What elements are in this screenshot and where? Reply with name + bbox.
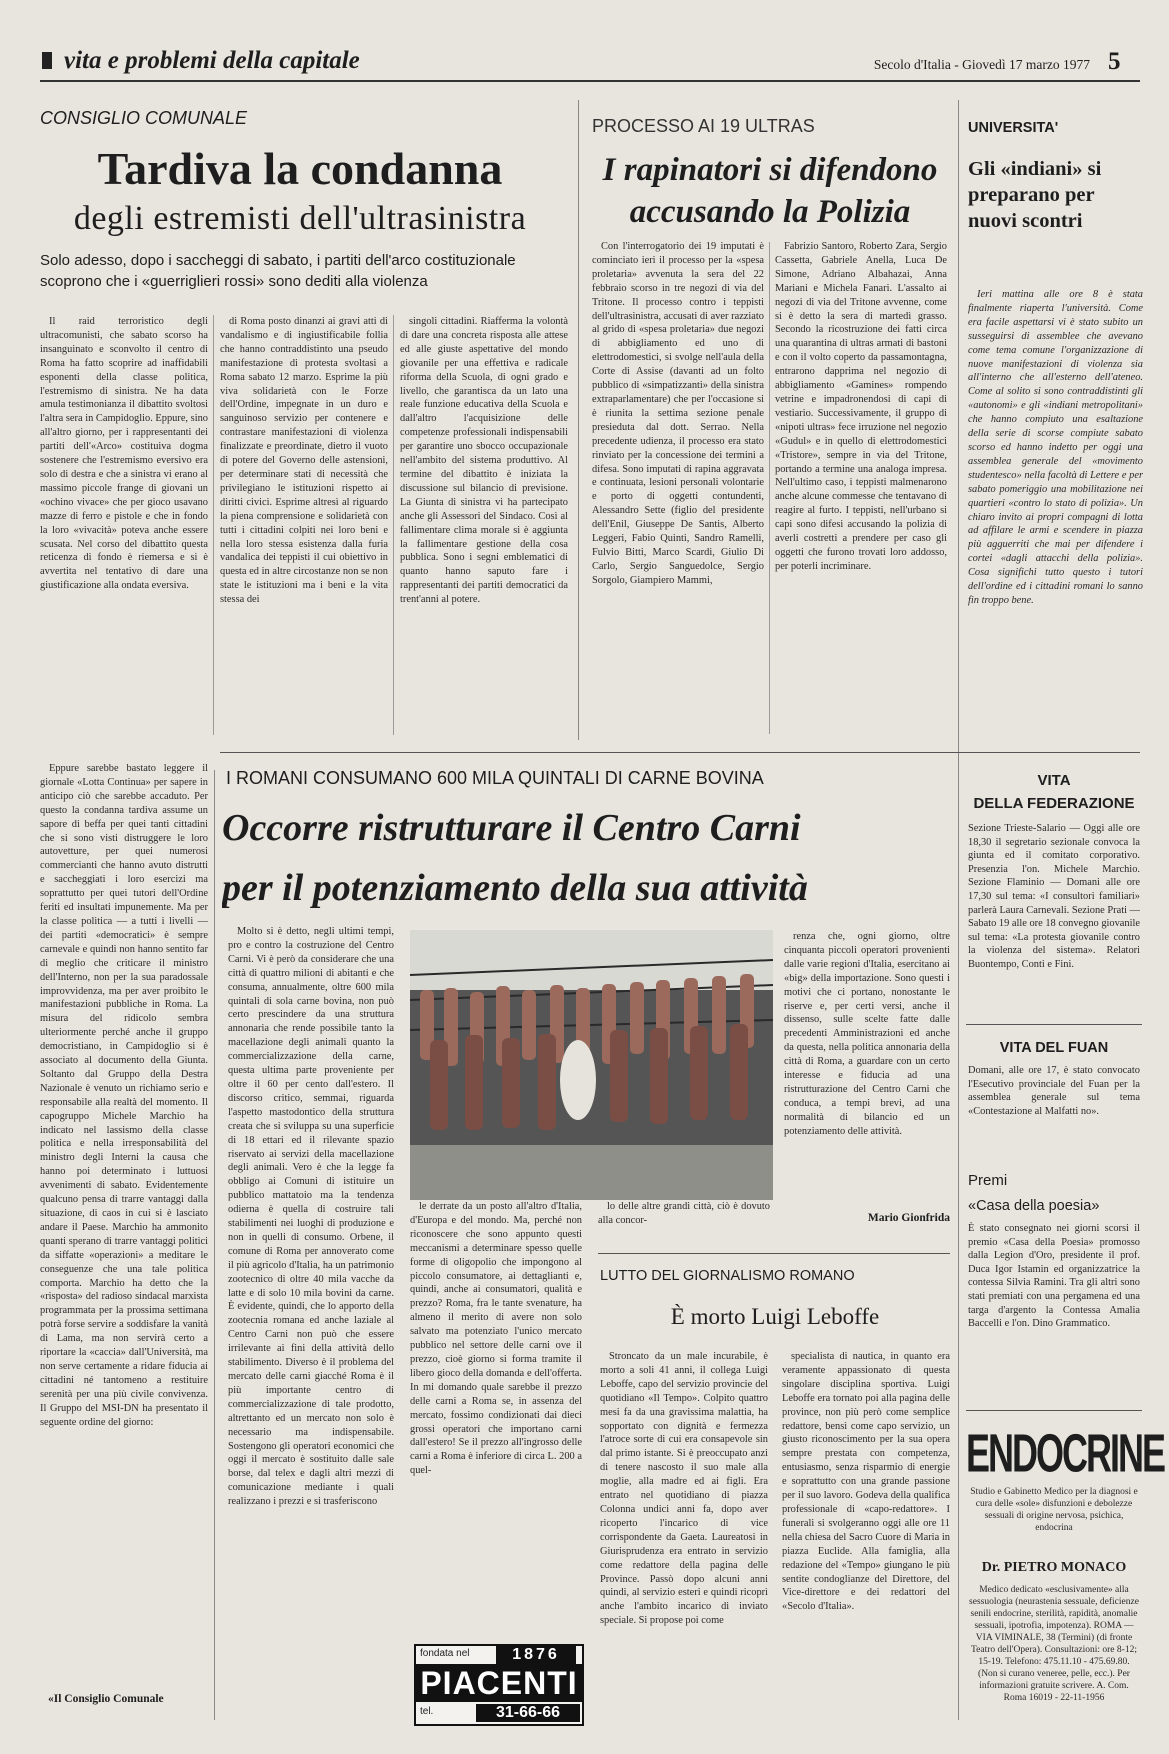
lead-col2: di Roma posto dinanzi ai gravi atti di vandalismo e di ingiustificabile follia che hanno contraddistinto una pseudo manifestazione di protesta svoltasi a Roma sabato 12 marzo. Esprime la più viva solidarietà con le Forze dell'Ordine, impegnate in un duro e sanguinoso servizio per contenere e contrastare manifestazioni di violenza finalizzate e preordinate, dietro il vuoto di potere del Governo delle astensioni, per determinare stati di necessità che privilegiano le istituzioni rispetto ai diritti civici. Esprime altresì al riguardo la piena comprensione e solidarietà con tutti i cittadini colpiti nei loro beni e nella loro stessa esistenza dalla furia vandalica dei teppisti il cui obiettivo in questa ed in altre circostanze non se non state le istituzioni ma i beni e la vita stessa dei (220, 316, 388, 606)
carni-title-2: per il potenziamento della sua attività (222, 867, 808, 909)
lead-col1: Il raid terroristico degli ultracomunisti, che sabato scorso ha insanguinato e sconvolto il centro di Roma ha fatto scoprire ad inaffidabili esponenti della classe politica, l'estremismo di sinistra. Ne ha data amula testimonianza il dibattito svoltosi l'altra sera in Campidoglio. Eppure, sino all'altro giorno, per i rappresentanti dei partiti dell'«Arco» costituiva dogma sostenere che l'estremismo eversivo era solo di destra e che a sinistra vi erano al massimo piccole frange di giovani un «ochino vivace» che per gioco usavano mazze di ferro e pistole e che in fondo la loro «vivacità» poteva anche essere scusata. Nel corso del dibattito questa reticenza di fondo è riemersa e si è avvertita nel tentativo di dare una giustificazione alla ondata eversiva. (40, 316, 208, 592)
fuan-rule (966, 1024, 1142, 1025)
lead-title: Tardiva la condanna (97, 143, 503, 194)
fuan-body: Domani, alle ore 17, è stato convocato l'Esecutivo provinciale del Fuan per la assemblea generale sul tema «Contestazione al Malfatti no». (968, 1065, 1140, 1117)
ad-piacenti-sub: tel. (420, 1706, 434, 1717)
ad-piacenti (414, 1644, 584, 1726)
federazione-body: Sezione Trieste-Salario — Oggi alle ore 18,30 il segretario sezionale convoca la giunta ed il comitato corporativo. Presenzia l'on. Michele Marchio. Sezione Flaminio — Domani alle ore 17,30 sul tema: «I consultori familiari» parlerà Laura Carnevali. Sezione Prati — Sabato 19 alle ore 18 convegno giovanile sul tema: «La protesta giovanile contro la violenza del sistema». Relatori Buontempo, Conti e Fini. (968, 823, 1140, 970)
meat-hall-photo (410, 930, 773, 1200)
ad-piacenti-year: 1876 (496, 1646, 576, 1664)
ad-endocrine-headline: ENDOCRINE (966, 1422, 1165, 1484)
ad-piacenti-top: fondata nel (420, 1648, 470, 1659)
ad-endocrine-intro: Studio e Gabinetto Medico per la diagnosi e cura delle «sole» disfunzioni e debolezze sessuali di origine nervosa, psichica, endocrina (970, 1487, 1138, 1533)
ultras-rule (769, 242, 770, 734)
page-number: 5 (1108, 48, 1121, 75)
carni-col3: lo delle altre grandi città, ciò è dovuto alla concor- (598, 1201, 770, 1226)
ad-endocrine-details: Medico dedicato «esclusivamente» alla sessuologia (neurastenia sessuale, deficienze senili endocrine, sterilità, rapidità, anomalie sessuali, ipotrofia, impotenza). ROMA — VIA VIMINALE, 38 (Termini) (di fronte Teatro dell'Opera). Consultazioni: ore 8-12; 15-19. Telefono: 475.11.10 - 475.69.80. (Non si curano veneree, pelle, ecc.). Per informazioni gratuite scrivere. A. Com. Roma 16019 - 22-11-1956 (969, 1585, 1139, 1703)
lutto-rule (598, 1253, 950, 1254)
ultras-col1: Con l'interrogatorio dei 19 imputati è cominciato ieri il processo per la «spesa proletaria» avvenuta la sera del 22 febbraio scorso in tre negozi di via del Tritone. Il processo contro i teppisti dell'ultrasinistra, accusati di aver razziato al grido di «spesa proletaria» due negozi di abbigliamento ed uno di elettrodomestici, si svolge nell'aula della Corte di Assise (davanti ad un folto pubblico di «simpatizzanti» della sinistra extraparlamentare) che per l'occasione si è riunita la settima sezione penale presieduta dal dott. Serrao. Nella precedente udienza, il processo era stato rinviato per la concessione dei termini a difesa. Sono imputati di rapina aggravata e continuata, lesioni personali volontarie e porto di oggetti contundenti, Alessandro Sette (figlio del presidente dell'Enil, Giuseppe De Santis, Alberto Leggeri, Fabio Quinti, Sandro Ramelli, Fulvio Bitti, Marco Scardi, Giulio Di Carlo, Sergio Sanguedolce, Sergio Sorgolo, Giampiero Mammi, (592, 241, 764, 586)
lead-col3: singoli cittadini. Riafferma la volontà di dare una concreta risposta alle attese ed alle giuste aspettative del mondo giovanile per una effettiva e radicale riforma della Scuola, di ogni grado e livello, che garantisca da un lato una reale funzione educativa della Scuola e dall'altro l'acquisizione delle competenze professionali indispensabili per garantire uno sbocco occupazionale nell'ambito del sistema produttivo. Al termine del dibattito è iniziata la discussione sul bilancio di previsione. La Giunta di sinistra vi ha partecipato anche gli Assessori del Sindaco. Così al fallimentare clima morale si è aggiunta la fallimentare gestione della cosa pubblica. Sono i segni emblematici di quanto hanno saputo fare i rappresentanti dei partiti democratici da trent'anni al potere. (400, 316, 568, 606)
lutto-col2: specialista di nautica, in quanto era veramente appassionato di questa singolare disciplina sportiva. Luigi Leboffe era tornato poi alla pagina delle province, non più però come semplice redattore, bensì come capo servizio, un giusto riconoscimento per la sua opera sempre prestata con competenza, entusiasmo, senza risparmio di energie e soprattutto con una grande passione per il suo lavoro. Godeva della qualifica professionale di «capo-redattore». I funerali si svolgeranno oggi alle ore 11 nella chiesa del Sacro Cuore di Maria in piazza Euclide. Alla famiglia, alla redazione del «Tempo» giungano le più sentite condoglianze del Direttore, del Vice-direttore e dei redattori del «Secolo d'Italia». (782, 1351, 950, 1613)
ultras-col2: Fabrizio Santoro, Roberto Zara, Sergio Cassetta, Gabriele Anella, Luca De Simone, Adriano Albahazai, Anna Mariani e Michela Fanari. L'assalto ai negozi di via del Tritone avvenne, come si è detto la sera di martedì grasso. Secondo la ricostruzione dei fatti circa una quarantina di ultras armati di bastoni e con il volto coperto da passamontagna, entrarono dapprima nel negozio di abbigliamento «Gamines» rompendo vetrine e impadronendosi di capi di vestiario. Successivamente, il gruppo di «nipoti ultras» fece irruzione nel negozio «Gudul» e in quello di elettrodomestici «Tristore», sempre in via del Tritone, portando a termine una analoga impresa. Nell'ultimo caso, i teppisti malmenarono anche alcune commesse che tentavano di reagire al furto. I teppisti, nell'urbano si capi sono difesi accusando la polizia di averli costretti a prendere per caso gli oggetti che furono trovati loro addosso, per poterli incriminare. (775, 241, 947, 572)
ad-endocrine-doctor: Dr. PIETRO MONACO (981, 1560, 1127, 1575)
carni-col4: renza che, ogni giorno, oltre cinquanta piccoli operatori provenienti dalle varie regioni d'Italia, esercitano ai «big» della importazione. Sono questi i motivi che ci portano, nonostante le riserve e, per certi versi, anche il dissenso, sulle scelte fatte dalle precedenti Amministrazioni ed anche da questa, nella politica annonaria della città di Roma, a guardare con un certo interesse e fiducia ad una ristrutturazione del Centro Carni che conduca, a tempi brevi, ad una normalità di bilancio ed un potenziamento delle attività. (784, 931, 950, 1137)
university-title: Gli «indiani» si preparano per nuovi scontri (968, 158, 1102, 232)
section-title: vita e problemi della capitale (64, 47, 360, 74)
lead-rule-2 (393, 315, 394, 735)
middle-rule (220, 752, 1140, 753)
lutto-col1: Stroncato da un male incurabile, è morto a soli 41 anni, il collega Luigi Leboffe, capo del servizio provincie del quotidiano «Il Tempo». Colpito quattro mesi fa da una gravissima malattia, ha sopportato con dignità e fermezza l'atroce sorte di cui era consapevole sin dal primo istante. Si è preoccupato anzi di tenere nascosto il suo male alla moglie, alla madre ed ai figli. Era entrato nel quotidiano di piazza Colonna undici anni fa, dopo aver ricoperto l'incarico di vice corrispondente da Gaeta. Laureatosi in Giurisprudenza era entrato in servizio come redattore della pagina delle Province. Passò dopo alcuni anni quindi, al servizio esteri e quindi ricoprì anche l'ambito incarico di inviato speciale. Si propose poi come (600, 1351, 768, 1627)
ad-piacenti-name: PIACENTI (416, 1664, 582, 1702)
ad-piacenti-phone: 31-66-66 (476, 1704, 580, 1722)
header-rule (40, 80, 1140, 82)
fuan-title: VITA DEL FUAN (999, 1040, 1109, 1056)
col-divider-left (214, 770, 215, 1720)
lead-rule-1 (213, 315, 214, 735)
ultras-title-2: accusando la Polizia (629, 194, 911, 230)
university-kicker: UNIVERSITA' (968, 120, 1059, 136)
col-divider-mid (578, 100, 579, 740)
carni-title-1: Occorre ristrutturare il Centro Carni (222, 807, 801, 849)
carni-kicker: I ROMANI CONSUMANO 600 MILA QUINTALI DI CARNE BOVINA (226, 768, 764, 788)
premi-body: È stato consegnato nei giorni scorsi il premio «Casa della Poesia» promosso dalla Legion d'Oro, presidente il prof. Duca Igor Istamin ed organizzatrice la contessa Silvia Ramini. Tra gli altri sono stati premiati con una pergamena ed una targa d'argento la Contessa Amalia Baccelli e l'on. Dino Grammatico. (968, 1223, 1140, 1330)
carni-col1: Molto si è detto, negli ultimi tempi, pro e contro la costruzione del Centro Carni. Vi è però da considerare che una città di quattro milioni di abitanti e che consuma, annualmente, oltre 600 mila quintali di sola carne bovina, non può certo prescindere da una struttura annonaria che rende possibile tanto la macellazione degli animali quanto la commercializzazione della carne, questa ultima parte proveniente per oltre il 60 per cento dall'estero. Il discorso critico, semmai, riguarda l'aspetto mastodontico della struttura creata che si sviluppa su una superficie di 18 ettari ed il rilevante spazio riservato ai servizi della macellazione degli animali. Vero è che la legge fa obbligo ai Comuni di istituire un pubblico mattatoio ma la tendenza odierna è quella di costruire tali stabilimenti nei luoghi di produzione e non in quelli di consumo. Orbene, il comune di Roma per annoverato come il più agricolo d'Italia, ha un patrimonio zootecnico di oltre 40 mila vacche da latte e di solo 10 mila bovini da carne. È evidente, quindi, che lo apporto della zootecnia romana ed anche laziale al Centro Carni non può che essere irrilevante ai fini della attività dello stabilimento. Diverso è il problema del mercato delle carni giacché Roma è il più importante centro di commercializzazione di tale prodotto, altrettanto ed un mercato non solo è necessario ma indispensabile. Sostengono gli operatori economici che oggi il mercato è sostituito dalle sale borse, dal telex e dagli altri mezzi di comunicazione mediante i quali realizzano i prezzi e si trasferiscono (228, 926, 394, 1508)
lutto-kicker: LUTTO DEL GIORNALISMO ROMANO (600, 1268, 855, 1284)
lead-col-left-continued: Eppure sarebbe bastato leggere il giornale «Lotta Continua» per sapere in anticipo ciò che sarebbe accaduto. Per questo la condanna tardiva assume un sapore di beffa per quei tanti cittadini che si sono visti distruggere le loro autovetture, per quei numerosi commercianti che hanno avuto distrutti e saccheggiati i loro esercizi ma soprattutto per quei tutori dell'Ordine feriti ed insultati impunemente. Ma per la classe politica — a tutti i livelli — dei partiti «democratici» è sempre carnevale e quindi non hanno sentito far di meglio che criticare il ministro dell'Interno, non per la sua paradossale improvvidenza, ma per aver proibito le manifestazioni pubbliche in Roma. La misura del ridicolo sembra ulteriormente perché anche il gruppo democristiano, in Campidoglio si è associato al documento della Giunta. Soltanto dal Gruppo della Destra Nazionale è venuto un richiamo serio e responsabile alla realtà del momento. Il capogruppo Michele Marchio ha indicato nel lassismo della classe politica e nella irresponsabilità del ministro degli Interni la causa che hanno poi determinato i luttuosi avvenimenti di sabato. Evidentemente qualcuno pensa di trarre vantaggi dalla situazione, di caos in cui si è lasciato andare il Paese. Marchio ha ammonito quanti sperano di trarre vantaggi politici da siffatte «operazioni» a meditare le conseguenze che una tale politica comporta. Marchio ha detto che la «risposta» del radioso sindacal marxista programmata per la prossima settimana potrà forse servire a soddisfare la vanità di Lama, ma non servirà certo a riportare la «caccia» dall'Università, ma non serve certamente a ridare fiducia ai cittadini né tantomeno a restituire serenità per una più civile convivenza. Il Gruppo del MSI-DN ha presentato il seguente ordine del giorno: (40, 763, 208, 1428)
ultras-kicker: PROCESSO AI 19 ULTRAS (592, 116, 815, 136)
lead-summary: Solo adesso, dopo i saccheggi di sabato, i partiti dell'arco costituzionale scoprono che i «guerriglieri rossi» sono dediti alla violenza (40, 252, 516, 290)
lead-kicker: CONSIGLIO COMUNALE (40, 108, 248, 128)
lead-subtitle: degli estremisti dell'ultrasinistra (73, 200, 527, 237)
federazione-kicker: VITA (1037, 772, 1071, 789)
ad-endocrine-rule (966, 1410, 1142, 1411)
lutto-title: È morto Luigi Leboffe (670, 1304, 880, 1329)
carni-col2: le derrate da un posto all'altro d'Italia, d'Europa e del mondo. Ma, perché non riconoscere che sono appunto questi meccanismi a determinare spesso quelle forme di oligopolio che impongono al piccolo consumatore, ai dettaglianti e, quindi, anche ai consumatori, qualità e prezzo? Roma, fra le tante svenature, ha almeno il merito di avere non solo salvato ma potenziato l'unico mercato pubblico nel settore delle carni ove il prezzo, cioè giorno si forma tramite il libero gioco della domanda e dell'offerta. In mi domando quale sarebbe il prezzo delle carni a Roma se, in assenza del mercato, fossimo condizionati dai dieci grossi operatori che importano carni dall'estero! Se il prezzo all'ingrosso delle carni a Roma è inferiore di circa L. 200 a quel- (410, 1201, 582, 1477)
federazione-title: DELLA FEDERAZIONE (973, 795, 1135, 812)
university-body: Ieri mattina alle ore 8 è stata finalmente riaperta l'università. Come era facile aspettarsi vi è stato subito un susseguirsi di assemblee che avevano come tema comune l'organizzazione di nuove manifestazioni di violenza sia all'interno che all'esterno dell'ateneo. Come al solito si sono contraddistinti gli «autonomi» e gli «indiani metropolitani» che hanno compiuto una esaltazione della serie di scorse compiute sabato scorso ed hanno indetto per oggi una assemblea generale del «movimento studentesco» nella facoltà di Lettere e per sabato pomeriggio una mobilitazione nei quartieri «contro lo stato di polizia». Un chiaro invito ai propri compagni di lotta ad affilare le armi e scendere in piazza più agguerriti che mai per difendere i cortei «dagli attacchi della polizia». Cosa significhi tutto questo i tutori dell'ordine ed i cittadini romani lo sanno fin troppo bene. (968, 289, 1143, 606)
carni-author: Mario Gionfrida (867, 1212, 950, 1224)
premi-title: «Casa della poesia» (968, 1198, 1100, 1214)
col-divider-right (958, 100, 959, 1720)
ultras-title-1: I rapinatori si difendono (602, 152, 938, 188)
header-marker (42, 52, 52, 69)
paper-dateline: Secolo d'Italia - Giovedì 17 marzo 1977 (873, 57, 1090, 72)
premi-kicker: Premi (968, 1172, 1008, 1189)
lead-signature: «Il Consiglio Comunale (48, 1693, 164, 1705)
